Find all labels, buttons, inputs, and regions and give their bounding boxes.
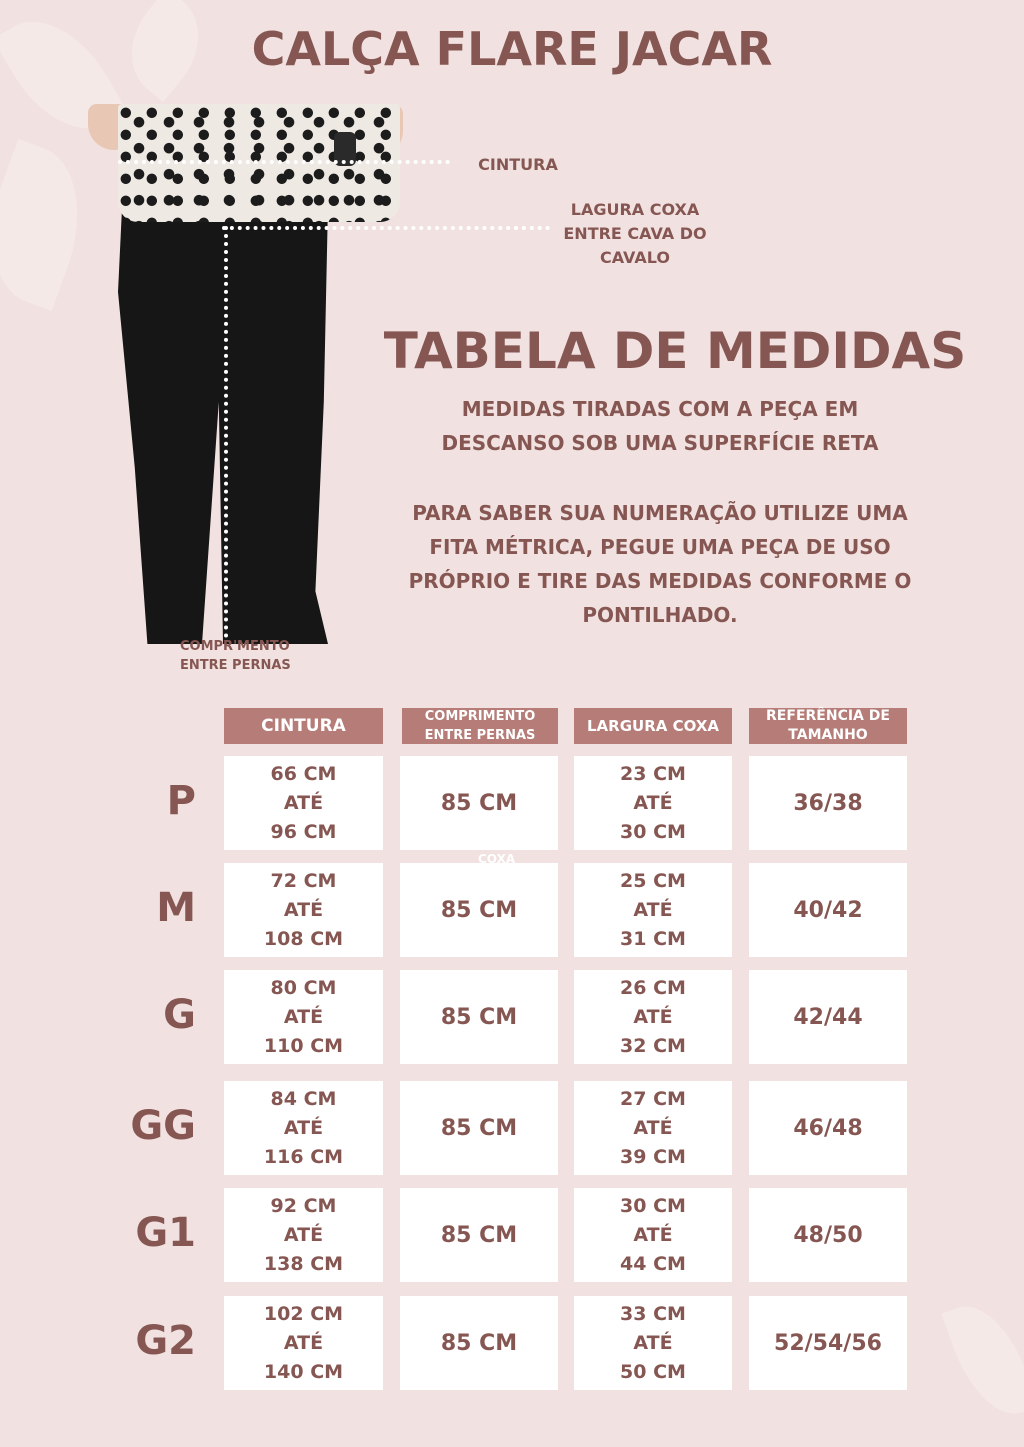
cell-ref: 42/44 xyxy=(749,970,907,1064)
cell-line: 140 CM xyxy=(263,1360,344,1383)
cell-line: 32 CM xyxy=(620,1034,686,1057)
cell-line: 30 CM xyxy=(620,1194,686,1217)
cell-line: ATÉ xyxy=(283,898,324,921)
paragraph-line: PARA SABER SUA NUMERAÇÃO UTILIZE UMA xyxy=(412,501,908,525)
cell-line: ATÉ xyxy=(633,1116,673,1139)
thigh-dotted-line xyxy=(222,226,550,230)
cell-line: 96 CM xyxy=(270,820,337,843)
header-label: ENTRE PERNAS xyxy=(424,728,536,743)
cell-line: ATÉ xyxy=(283,791,324,814)
cell-cintura xyxy=(224,756,383,850)
cell-line: 26 CM xyxy=(620,976,686,999)
cell-line: 110 CM xyxy=(263,1034,344,1057)
instruction-paragraph-2 xyxy=(360,496,960,632)
size-label: G1 xyxy=(135,1210,196,1256)
cell-line: 66 CM xyxy=(270,762,337,785)
cell-coxa xyxy=(574,970,732,1064)
cell-line: 116 CM xyxy=(263,1145,344,1168)
cell-line: 31 CM xyxy=(620,927,686,950)
decorative-leaf xyxy=(941,1293,1024,1426)
cell-line: 33 CM xyxy=(620,1302,686,1325)
cell-coxa xyxy=(574,756,732,850)
cell-ref: 40/42 xyxy=(749,863,907,957)
size-label: GG xyxy=(130,1103,196,1149)
inseam-label-line: COMPR'MENTO xyxy=(180,639,290,654)
cell-line: ATÉ xyxy=(283,1116,324,1139)
thigh-label-line: LAGURA COXA xyxy=(570,200,700,219)
measurements-heading: TABELA DE MEDIDAS xyxy=(383,322,967,380)
paragraph-line: DESCANSO SOB UMA SUPERFÍCIE RETA xyxy=(441,431,879,455)
cell-coxa xyxy=(574,863,732,957)
size-label: M xyxy=(156,885,196,931)
inseam-dotted-line xyxy=(224,226,228,638)
thigh-label-line: CAVALO xyxy=(600,248,670,267)
cell-line: 44 CM xyxy=(620,1252,686,1275)
cell-comprimento: 85 CM xyxy=(400,756,558,850)
waist-dotted-line xyxy=(118,160,450,164)
waist-label: CINTURA xyxy=(478,155,558,174)
header-label: COMPRIMENTO xyxy=(424,709,536,724)
cell-line: 39 CM xyxy=(620,1145,686,1168)
inseam-label-line: ENTRE PERNAS xyxy=(180,658,291,673)
cell-cintura xyxy=(224,1296,383,1390)
size-label: G xyxy=(163,992,196,1038)
header-cintura xyxy=(224,708,383,744)
instruction-paragraph-1 xyxy=(360,392,960,460)
cell-line: ATÉ xyxy=(283,1331,324,1354)
cell-line: 108 CM xyxy=(263,927,344,950)
cell-coxa xyxy=(574,1296,732,1390)
cell-cintura xyxy=(224,863,383,957)
cell-line: 27 CM xyxy=(620,1087,686,1110)
cell-line: ATÉ xyxy=(633,1005,673,1028)
cell-line: 50 CM xyxy=(620,1360,686,1383)
header-largura-coxa xyxy=(574,708,732,744)
cell-cintura xyxy=(224,1188,383,1282)
header-label: REFERÊNCIA DE xyxy=(766,708,890,724)
cell-line: 25 CM xyxy=(620,869,686,892)
header-label: CINTURA xyxy=(261,716,346,736)
cell-line: 138 CM xyxy=(263,1252,344,1275)
cell-ref: 52/54/56 xyxy=(749,1296,907,1390)
page-title: CALÇA FLARE JACAR xyxy=(251,22,773,76)
cell-comprimento: 85 CM xyxy=(400,1188,558,1282)
cell-line: 92 CM xyxy=(270,1194,337,1217)
cell-comprimento: 85 CM xyxy=(400,1081,558,1175)
cell-line: ATÉ xyxy=(633,1223,673,1246)
cell-line: ATÉ xyxy=(633,791,673,814)
cell-line: 102 CM xyxy=(263,1302,344,1325)
cell-comprimento: 85 CM xyxy=(400,970,558,1064)
paragraph-line: FITA MÉTRICA, PEGUE UMA PEÇA DE USO xyxy=(429,535,891,559)
paragraph-line: PONTILHADO. xyxy=(582,603,738,627)
cell-comprimento: 85 CM xyxy=(400,1296,558,1390)
cell-coxa xyxy=(574,1081,732,1175)
paragraph-line: MEDIDAS TIRADAS COM A PEÇA EM xyxy=(461,397,859,421)
cell-cintura xyxy=(224,970,383,1064)
cell-line: 30 CM xyxy=(620,820,686,843)
cell-cintura xyxy=(224,1081,383,1175)
cell-comprimento: 85 CM xyxy=(400,863,558,957)
cell-line: 23 CM xyxy=(620,762,686,785)
size-label: P xyxy=(166,778,196,824)
cell-ref: 36/38 xyxy=(749,756,907,850)
cell-line: ATÉ xyxy=(283,1005,324,1028)
cell-line: 84 CM xyxy=(270,1087,337,1110)
ghost-text: COXA xyxy=(478,852,516,866)
header-label: TAMANHO xyxy=(788,727,868,743)
cell-line: ATÉ xyxy=(283,1223,324,1246)
paragraph-line: PRÓPRIO E TIRE DAS MEDIDAS CONFORME O xyxy=(408,569,912,593)
header-referencia xyxy=(749,708,907,744)
cell-ref: 46/48 xyxy=(749,1081,907,1175)
black-flare-pants xyxy=(118,204,328,644)
thigh-label-line: ENTRE CAVA DO xyxy=(563,224,707,243)
thigh-label xyxy=(540,198,730,270)
cell-line: ATÉ xyxy=(633,898,673,921)
inseam-label xyxy=(180,637,320,675)
cell-coxa xyxy=(574,1188,732,1282)
header-comprimento xyxy=(402,708,558,744)
cell-line: 80 CM xyxy=(270,976,337,999)
cell-ref: 48/50 xyxy=(749,1188,907,1282)
cell-line: ATÉ xyxy=(633,1331,673,1354)
header-label: LARGURA COXA xyxy=(587,717,719,735)
cell-line: 72 CM xyxy=(270,869,337,892)
size-label: G2 xyxy=(135,1318,196,1364)
